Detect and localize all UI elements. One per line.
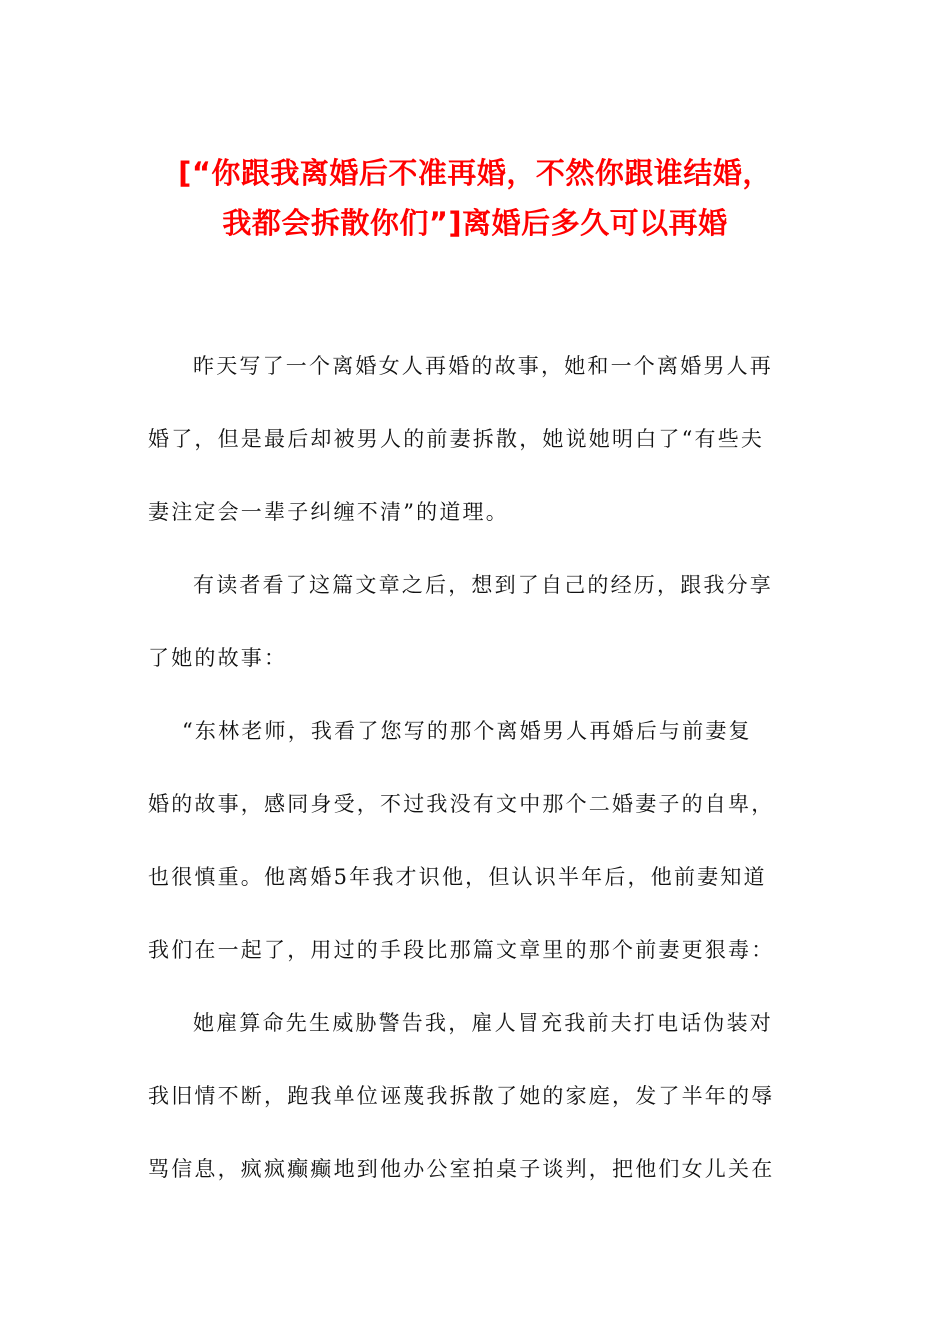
document-body (148, 330, 798, 1206)
paragraph-1 (148, 330, 798, 549)
paragraph-line: “东林老师，我看了您写的那个离婚男人再婚后与前妻复 (182, 719, 752, 743)
document-title (120, 148, 830, 248)
paragraph-line: 也很慎重。他离婚5年我才识他，但认识半年后，他前妻知道 (148, 865, 767, 889)
paragraph-line: 婚了，但是最后却被男人的前妻拆散，她说她明白了“有些夫 (148, 427, 765, 451)
paragraph-line: 她雇算命先生威胁警告我，雇人冒充我前夫打电话伪装对 (193, 1011, 773, 1035)
paragraph-line: 妻注定会一辈子纠缠不清”的道理。 (148, 500, 509, 524)
paragraph-line: 婚的故事，感同身受，不过我没有文中那个二婚妻子的自卑， (148, 792, 775, 816)
title-line-2: 我都会拆散你们”]离婚后多久可以再婚 (222, 206, 728, 240)
paragraph-line: 昨天写了一个离婚女人再婚的故事，她和一个离婚男人再 (193, 354, 773, 378)
paragraph-line: 有读者看了这篇文章之后，想到了自己的经历，跟我分享 (193, 573, 773, 597)
paragraph-line: 骂信息，疯疯癫癫地到他办公室拍桌子谈判，把他们女儿关在 (148, 1157, 775, 1181)
paragraph-4 (148, 987, 798, 1206)
paragraph-2 (148, 549, 798, 695)
title-line-1: [“你跟我离婚后不准再婚，不然你跟谁结婚， (178, 156, 772, 190)
paragraph-3 (148, 695, 798, 987)
paragraph-line: 我们在一起了，用过的手段比那篇文章里的那个前妻更狠毒： (148, 938, 775, 962)
paragraph-line: 我旧情不断，跑我单位诬蔑我拆散了她的家庭，发了半年的辱 (148, 1084, 775, 1108)
paragraph-line: 了她的故事： (148, 646, 288, 670)
